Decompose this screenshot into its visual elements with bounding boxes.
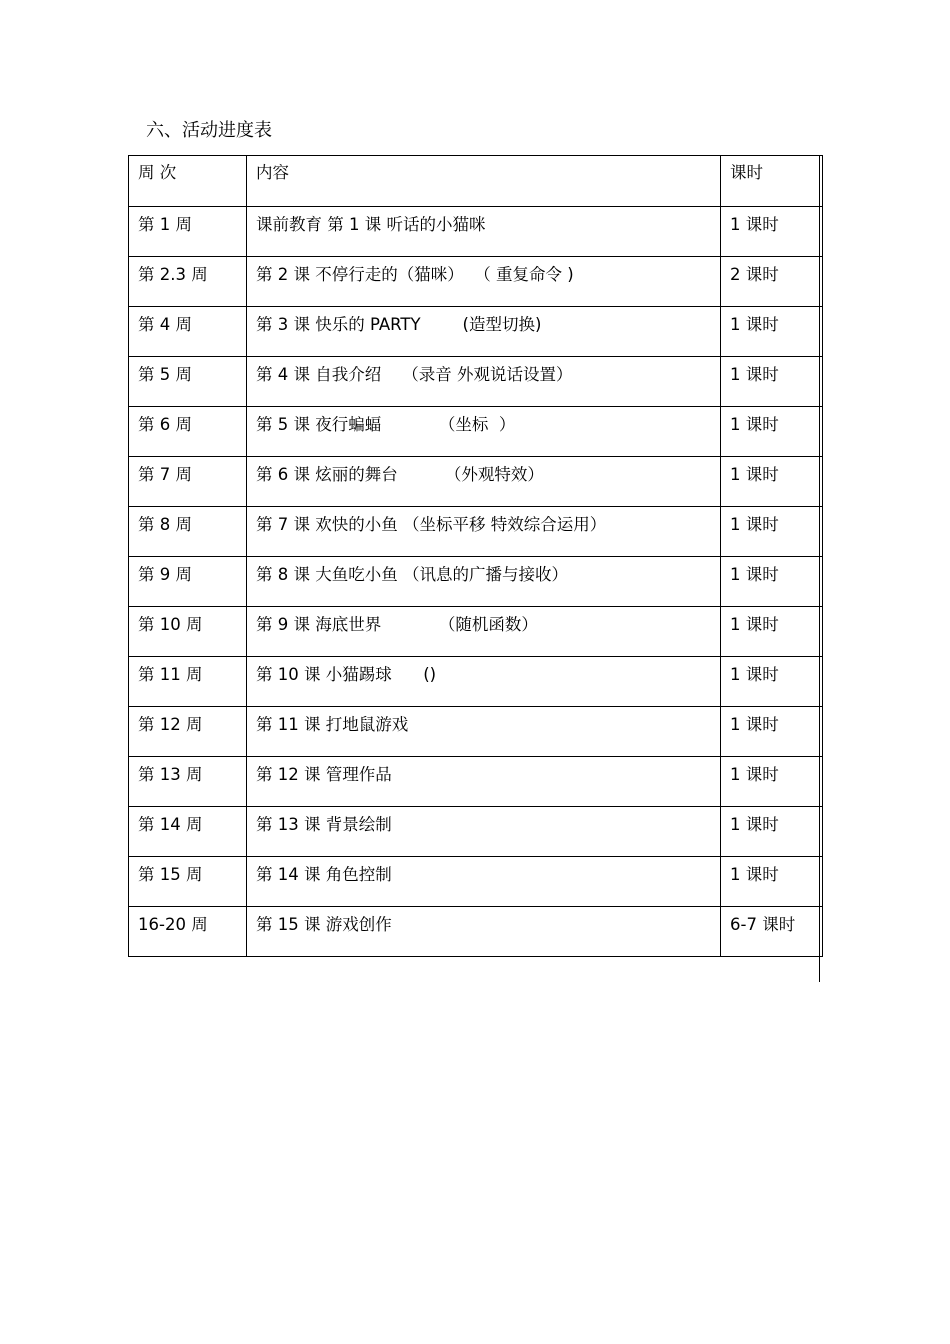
table-row	[129, 657, 823, 707]
table-row	[129, 757, 823, 807]
cell-hours: 1 课时	[721, 357, 823, 407]
cell-content: 第 5 课 夜行蝙蝠 （坐标 ）	[247, 407, 721, 457]
table-row	[129, 707, 823, 757]
cell-content: 第 4 课 自我介绍 （录音 外观说话设置）	[247, 357, 721, 407]
cell-content: 第 7 课 欢快的小鱼 （坐标平移 特效综合运用）	[247, 507, 721, 557]
cell-week: 第 12 周	[129, 707, 247, 757]
cell-content: 第 2 课 不停行走的（猫咪） （ 重复命令 )	[247, 257, 721, 307]
cell-content: 第 3 课 快乐的 PARTY (造型切换)	[247, 307, 721, 357]
cell-week: 第 13 周	[129, 757, 247, 807]
cell-week: 第 14 周	[129, 807, 247, 857]
cell-week: 第 15 周	[129, 857, 247, 907]
cell-content: 第 11 课 打地鼠游戏	[247, 707, 721, 757]
section-title: 六、活动进度表	[146, 120, 272, 141]
cell-hours: 1 课时	[721, 757, 823, 807]
cell-hours: 1 课时	[721, 857, 823, 907]
table-row	[129, 607, 823, 657]
cell-content: 第 13 课 背景绘制	[247, 807, 721, 857]
cell-content: 第 12 课 管理作品	[247, 757, 721, 807]
header-content: 内容	[247, 156, 721, 207]
cell-week: 第 2.3 周	[129, 257, 247, 307]
cell-content: 第 14 课 角色控制	[247, 857, 721, 907]
table-header-row	[129, 156, 823, 207]
table-row	[129, 907, 823, 957]
cell-week: 第 5 周	[129, 357, 247, 407]
schedule-table	[128, 155, 823, 957]
cell-week: 第 10 周	[129, 607, 247, 657]
cell-week: 第 1 周	[129, 207, 247, 257]
cell-hours: 1 课时	[721, 457, 823, 507]
table-right-edge	[819, 155, 820, 982]
cell-content: 第 9 课 海底世界 （随机函数）	[247, 607, 721, 657]
cell-week: 16-20 周	[129, 907, 247, 957]
cell-content: 课前教育 第 1 课 听话的小猫咪	[247, 207, 721, 257]
cell-hours: 1 课时	[721, 507, 823, 557]
cell-week: 第 4 周	[129, 307, 247, 357]
cell-content: 第 6 课 炫丽的舞台 （外观特效）	[247, 457, 721, 507]
cell-hours: 2 课时	[721, 257, 823, 307]
cell-hours: 1 课时	[721, 657, 823, 707]
table-row	[129, 557, 823, 607]
cell-content: 第 8 课 大鱼吃小鱼 （讯息的广播与接收）	[247, 557, 721, 607]
table-row	[129, 357, 823, 407]
table-row	[129, 857, 823, 907]
table-row	[129, 457, 823, 507]
cell-hours: 1 课时	[721, 557, 823, 607]
cell-hours: 1 课时	[721, 607, 823, 657]
cell-week: 第 6 周	[129, 407, 247, 457]
table-row	[129, 507, 823, 557]
header-week: 周 次	[129, 156, 247, 207]
cell-content: 第 10 课 小猫踢球 ()	[247, 657, 721, 707]
cell-hours: 1 课时	[721, 707, 823, 757]
cell-week: 第 11 周	[129, 657, 247, 707]
cell-hours: 1 课时	[721, 807, 823, 857]
table-row	[129, 257, 823, 307]
header-hours: 课时	[721, 156, 823, 207]
table-row	[129, 807, 823, 857]
cell-hours: 1 课时	[721, 407, 823, 457]
cell-week: 第 9 周	[129, 557, 247, 607]
table-row	[129, 307, 823, 357]
cell-hours: 1 课时	[721, 207, 823, 257]
table-row	[129, 207, 823, 257]
table-row	[129, 407, 823, 457]
cell-content: 第 15 课 游戏创作	[247, 907, 721, 957]
schedule-table-body	[129, 156, 823, 957]
cell-week: 第 8 周	[129, 507, 247, 557]
cell-week: 第 7 周	[129, 457, 247, 507]
cell-hours: 1 课时	[721, 307, 823, 357]
cell-hours: 6-7 课时	[721, 907, 823, 957]
